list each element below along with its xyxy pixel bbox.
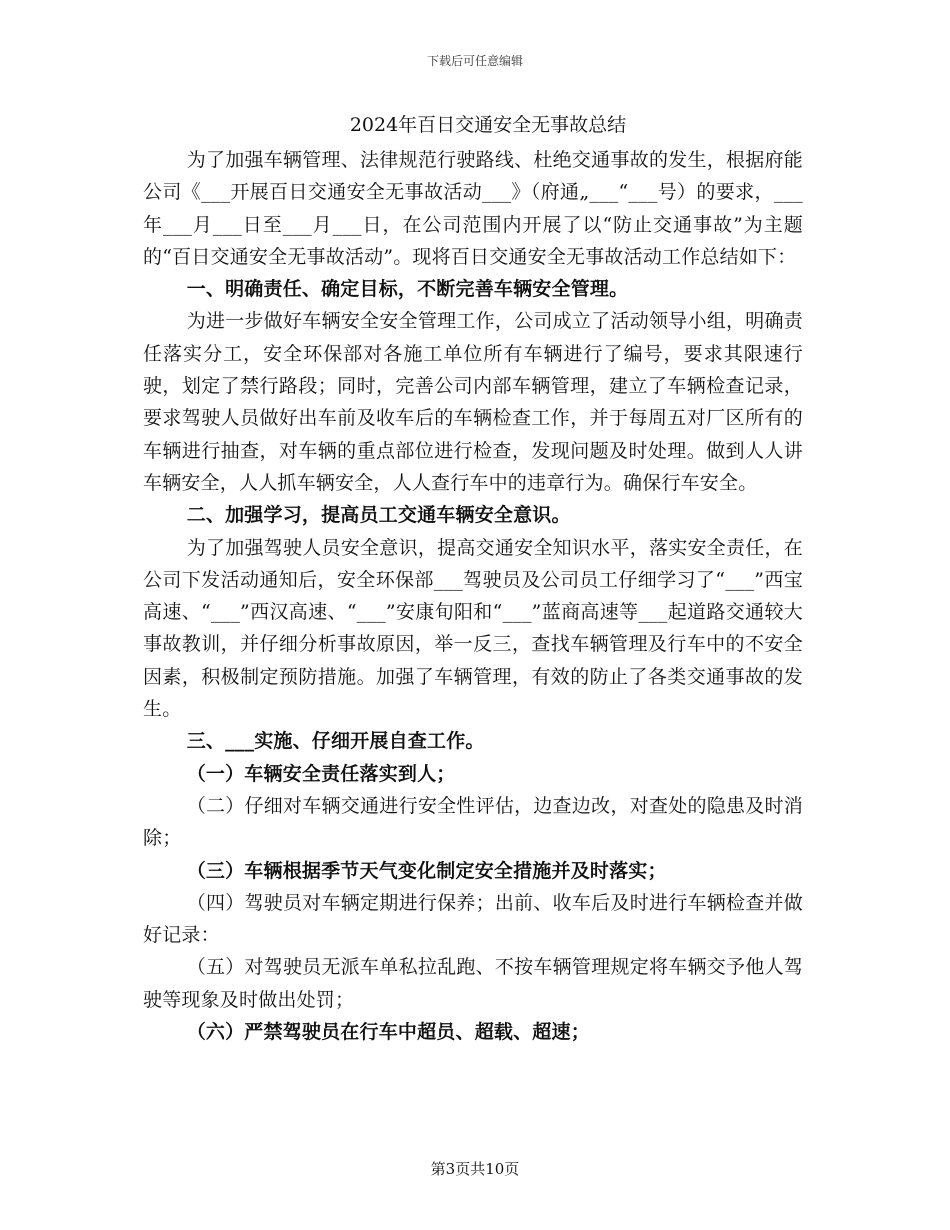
page-number-footer: 第3页共10页 [430, 1160, 520, 1178]
section-heading-2: 二、加强学习，提高员工交通车辆安全意识。 [186, 504, 571, 527]
list-item-4: （四）驾驶员对车辆定期进行保养；出前、收车后及时进行车辆检查并做好记录： [143, 891, 803, 947]
intro-paragraph: 为了加强车辆管理、法律规范行驶路线、杜绝交通事故的发生，根据府能公司《___开展百日交通安全无事故活动___》（府通„___“___号）的要求，___年___月___日至___月___日，在公司范围内开展了以“防止交通事故”为主题的“百日交通安全无事故活动”。现将百日交通安全无事故活动工作总结如下： [143, 149, 803, 268]
list-item-6: （六）严禁驾驶员在行车中超员、超载、超速； [186, 1021, 590, 1044]
section-heading-3: 三、___实施、仔细开展自查工作。 [186, 730, 485, 753]
section-2-paragraph: 为了加强驾驶人员安全意识，提高交通安全知识水平，落实安全责任，在公司下发活动通知后，安全环保部___驾驶员及公司员工仔细学习了“___”西宝高速、“___”西汉高速、“___”安康旬阳和“___”蓝商高速等___起道路交通较大事故教训，并仔细分析事故原因，举一反三，查找车辆管理及行车中的不安全因素，积极制定预防措施。加强了车辆管理，有效的防止了各类交通事故的发生。 [143, 536, 803, 721]
header-note: 下载后可任意编辑 [426, 54, 523, 68]
list-item-2: （二）仔细对车辆交通进行安全性评估，边查边改，对查处的隐患及时消除； [143, 794, 803, 850]
document-body [143, 108, 803, 1048]
list-item-3: （三）车辆根据季节天气变化制定安全措施并及时落实； [186, 859, 667, 882]
list-item-5: （五）对驾驶员无派车单私拉乱跑、不按车辆管理规定将车辆交予他人驾驶等现象及时做出处罚； [143, 956, 803, 1011]
list-item-1: （一）车辆安全责任落实到人； [186, 762, 456, 785]
section-heading-1: 一、明确责任、确定目标，不断完善车辆安全管理。 [186, 278, 629, 301]
document-title: 2024年百日交通安全无事故总结 [349, 114, 627, 136]
section-1-paragraph: 为进一步做好车辆安全安全管理工作，公司成立了活动领导小组，明确责任落实分工，安全环保部对各施工单位所有车辆进行了编号，要求其限速行驶，划定了禁行路段；同时，完善公司内部车辆管理，建立了车辆检查记录，要求驾驶人员做好出车前及收车后的车辆检查工作，并于每周五对厂区所有的车辆进行抽查，对车辆的重点部位进行检查，发现问题及时处理。做到人人讲车辆安全，人人抓车辆安全，人人查行车中的违章行为。确保行车安全。 [143, 310, 803, 494]
